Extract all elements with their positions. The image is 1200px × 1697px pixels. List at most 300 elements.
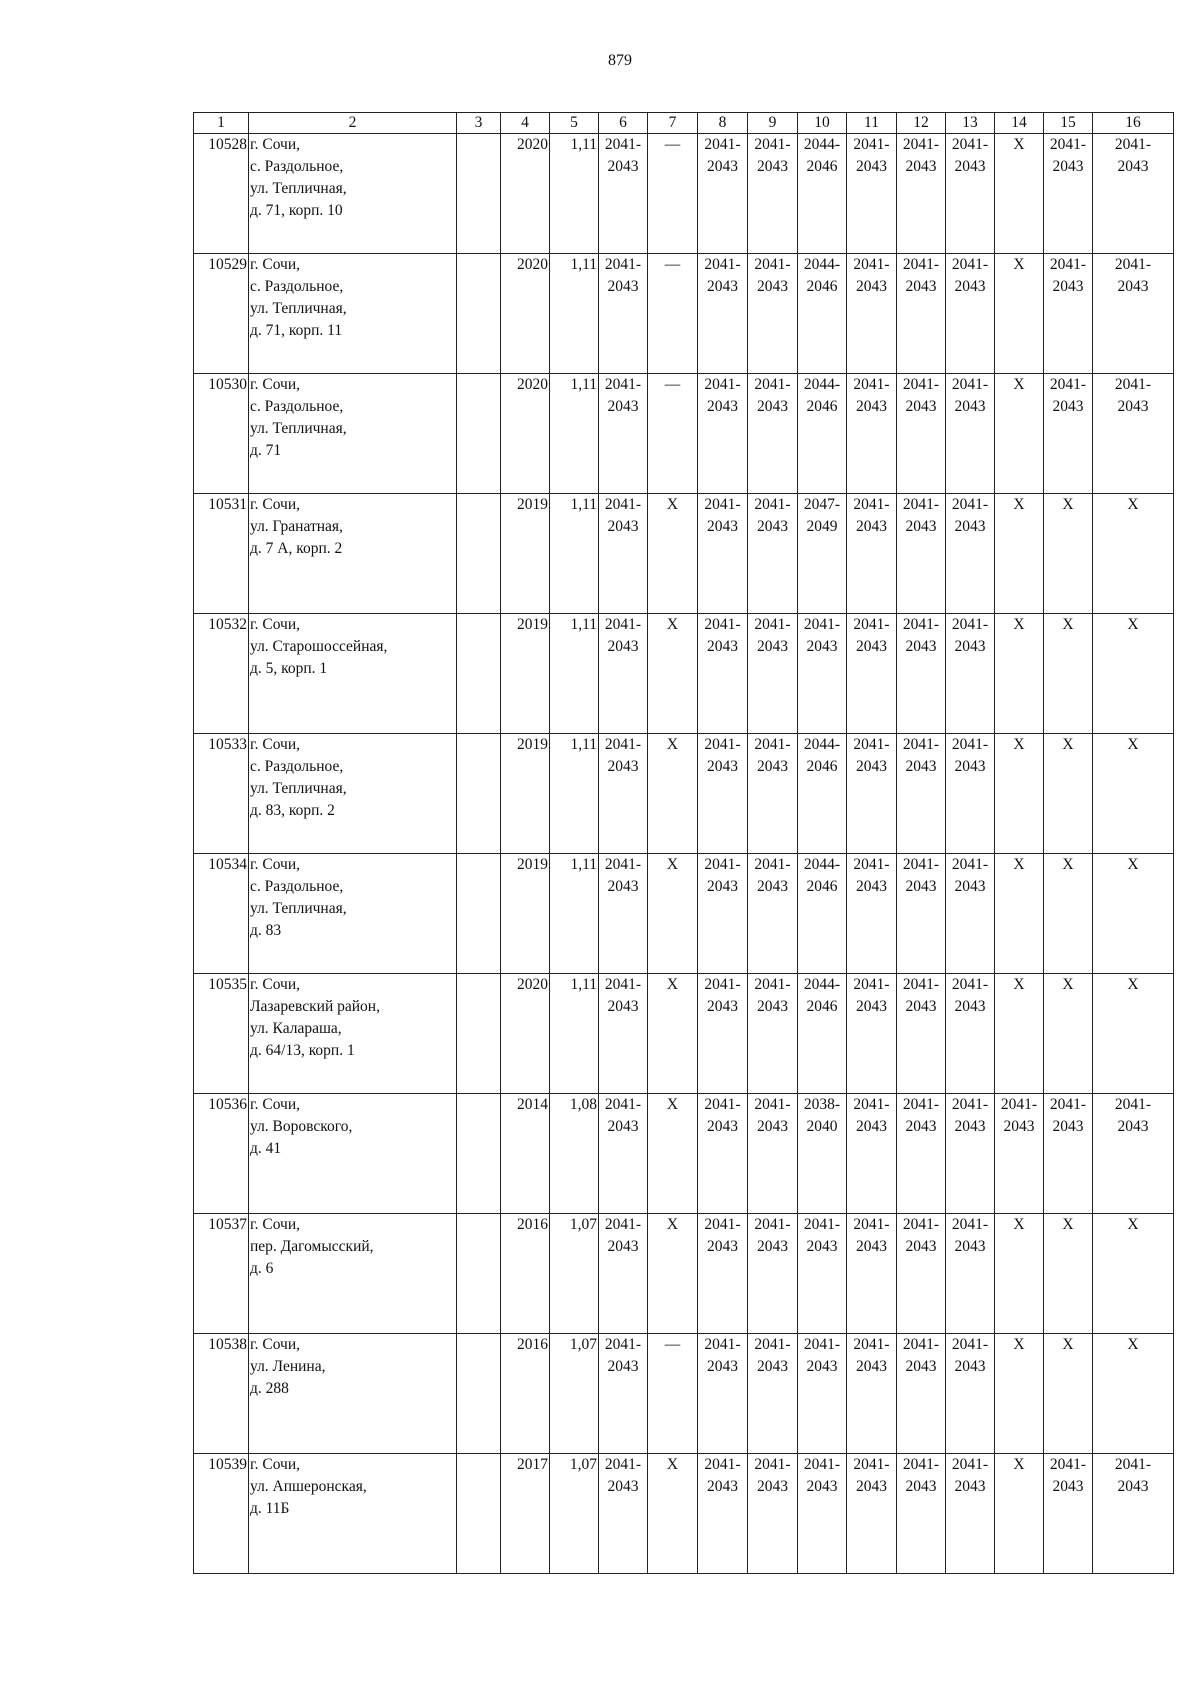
cell-c7: Х: [648, 974, 698, 1094]
address-line: д. 83: [250, 922, 282, 939]
cell-c5: 1,11: [550, 494, 599, 614]
year-range-part: 2041-: [604, 856, 642, 873]
address-line: ул. Старошоссейная,: [250, 638, 388, 655]
year-range-part: 2041-: [704, 256, 741, 273]
year-range-part: 2043: [757, 518, 788, 535]
year-range-part: 2043: [707, 998, 738, 1015]
cell-c10: [798, 1454, 847, 1574]
cell-c14: Х: [995, 1454, 1044, 1574]
year-range-part: 2041-: [704, 736, 741, 753]
year-range-part: 2041-: [1114, 1096, 1152, 1113]
cell-c8: [698, 374, 748, 494]
address-cell: [249, 134, 457, 254]
address-line: г. Сочи,: [250, 1096, 301, 1113]
record-number: 10535: [194, 974, 249, 1094]
cell-c7: Х: [648, 1454, 698, 1574]
table-row: [194, 1334, 1174, 1454]
cell-c15: [1044, 134, 1093, 254]
cell-c14: Х: [995, 1214, 1044, 1334]
year-range-part: 2043: [905, 878, 937, 895]
address-line: д. 11Б: [250, 1500, 290, 1517]
year-range-part: 2041-: [803, 1336, 841, 1353]
cell-c11: [847, 374, 897, 494]
year-range-part: 2041-: [704, 376, 741, 393]
year-range-part: 2043: [856, 878, 887, 895]
year-range-part: 2041-: [604, 736, 642, 753]
year-range-part: 2043: [954, 638, 986, 655]
year-range-part: 2044-: [803, 256, 841, 273]
table-row: [194, 494, 1174, 614]
cell-c3: [457, 854, 501, 974]
cell-c3: [457, 734, 501, 854]
column-header: 12: [897, 113, 946, 134]
year-range-part: 2043: [607, 758, 639, 775]
cell-c5: 1,07: [550, 1214, 599, 1334]
cell-c4: 2014: [501, 1094, 550, 1214]
year-range-part: 2043: [707, 758, 738, 775]
year-range-part: 2043: [607, 518, 639, 535]
address-line: ул. Ленина,: [250, 1358, 326, 1375]
cell-c6: [599, 974, 648, 1094]
column-header: 11: [847, 113, 897, 134]
address-cell: [249, 254, 457, 374]
year-range-part: 2041-: [951, 736, 989, 753]
cell-c12: [897, 1094, 946, 1214]
year-range-part: 2043: [905, 1118, 937, 1135]
column-header: 7: [648, 113, 698, 134]
year-range-part: 2043: [607, 998, 639, 1015]
year-range-part: 2041-: [1114, 136, 1152, 153]
cell-c13: [946, 1094, 995, 1214]
cell-c9: [748, 1094, 798, 1214]
cell-c11: [847, 614, 897, 734]
year-range-part: 2043: [757, 878, 788, 895]
address-cell: [249, 974, 457, 1094]
cell-c7: —: [648, 134, 698, 254]
cell-c9: [748, 134, 798, 254]
year-range-part: 2041-: [951, 1096, 989, 1113]
cell-c6: [599, 254, 648, 374]
column-header: 9: [748, 113, 798, 134]
cell-c14: Х: [995, 854, 1044, 974]
year-range-part: 2043: [856, 998, 887, 1015]
register-table: [193, 112, 1174, 1574]
cell-c7: —: [648, 374, 698, 494]
year-range-part: 2043: [905, 158, 937, 175]
year-range-part: 2041-: [1049, 256, 1087, 273]
year-range-part: 2041-: [704, 136, 741, 153]
year-range-part: 2043: [757, 1478, 788, 1495]
address-line: Лазаревский район,: [250, 998, 380, 1015]
cell-c16: [1093, 374, 1174, 494]
cell-c15: [1044, 1454, 1093, 1574]
year-range-part: 2043: [607, 1358, 639, 1375]
cell-c14: Х: [995, 254, 1044, 374]
address-line: г. Сочи,: [250, 856, 301, 873]
cell-c7: Х: [648, 494, 698, 614]
cell-c7: —: [648, 1334, 698, 1454]
cell-c11: [847, 254, 897, 374]
year-range-part: 2043: [954, 998, 986, 1015]
year-range-part: 2041-: [1000, 1096, 1038, 1113]
year-range-part: 2043: [856, 518, 887, 535]
address-line: с. Раздольное,: [250, 278, 344, 295]
address-cell: [249, 614, 457, 734]
year-range-part: 2041-: [604, 1336, 642, 1353]
year-range-part: 2041-: [803, 1456, 841, 1473]
cell-c15: [1044, 254, 1093, 374]
year-range-part: 2044-: [803, 736, 841, 753]
year-range-part: 2041-: [704, 1216, 741, 1233]
year-range-part: 2043: [757, 638, 788, 655]
year-range-part: 2043: [905, 278, 937, 295]
cell-c16: Х: [1093, 854, 1174, 974]
year-range-part: 2041-: [704, 1336, 741, 1353]
year-range-part: 2043: [954, 1358, 986, 1375]
cell-c15: [1044, 1094, 1093, 1214]
cell-c5: 1,11: [550, 254, 599, 374]
record-number: 10534: [194, 854, 249, 974]
cell-c16: Х: [1093, 614, 1174, 734]
year-range-part: 2043: [1117, 398, 1149, 415]
cell-c13: [946, 974, 995, 1094]
year-range-part: 2043: [607, 1118, 639, 1135]
year-range-part: 2043: [905, 1358, 937, 1375]
cell-c15: Х: [1044, 734, 1093, 854]
address-line: пер. Дагомысский,: [250, 1238, 374, 1255]
cell-c5: 1,07: [550, 1454, 599, 1574]
year-range-part: 2043: [757, 998, 788, 1015]
table-body: [194, 134, 1174, 1574]
year-range-part: 2047-: [803, 496, 841, 513]
year-range-part: 2041-: [902, 496, 940, 513]
address-cell: [249, 854, 457, 974]
column-header: 16: [1093, 113, 1174, 134]
year-range-part: 2041-: [902, 616, 940, 633]
cell-c12: [897, 494, 946, 614]
cell-c15: Х: [1044, 854, 1093, 974]
year-range-part: 2041-: [951, 856, 989, 873]
cell-c10: [798, 614, 847, 734]
year-range-part: 2043: [954, 398, 986, 415]
address-line: г. Сочи,: [250, 496, 301, 513]
address-line: г. Сочи,: [250, 256, 301, 273]
cell-c9: [748, 1334, 798, 1454]
year-range-part: 2043: [757, 398, 788, 415]
cell-c6: [599, 1334, 648, 1454]
year-range-part: 2041-: [704, 1456, 741, 1473]
address-line: д. 83, корп. 2: [250, 802, 335, 819]
address-line: д. 71: [250, 442, 282, 459]
cell-c11: [847, 734, 897, 854]
year-range-part: 2041-: [1049, 136, 1087, 153]
address-line: д. 71, корп. 11: [250, 322, 343, 339]
cell-c3: [457, 1214, 501, 1334]
cell-c3: [457, 1454, 501, 1574]
year-range-part: 2041-: [704, 616, 741, 633]
year-range-part: 2043: [954, 878, 986, 895]
year-range-part: 2044-: [803, 136, 841, 153]
cell-c9: [748, 614, 798, 734]
table-row: [194, 974, 1174, 1094]
year-range-part: 2043: [607, 878, 639, 895]
year-range-part: 2041-: [754, 496, 791, 513]
cell-c5: 1,08: [550, 1094, 599, 1214]
record-number: 10533: [194, 734, 249, 854]
cell-c4: 2020: [501, 134, 550, 254]
year-range-part: 2043: [607, 1478, 639, 1495]
year-range-part: 2043: [1003, 1118, 1035, 1135]
cell-c6: [599, 494, 648, 614]
cell-c12: [897, 254, 946, 374]
year-range-part: 2041-: [902, 1096, 940, 1113]
table-row: [194, 1454, 1174, 1574]
address-cell: [249, 1454, 457, 1574]
year-range-part: 2043: [806, 1238, 838, 1255]
year-range-part: 2041-: [853, 1456, 890, 1473]
year-range-part: 2041-: [604, 1216, 642, 1233]
cell-c12: [897, 974, 946, 1094]
cell-c10: [798, 1094, 847, 1214]
year-range-part: 2043: [806, 638, 838, 655]
year-range-part: 2041-: [853, 496, 890, 513]
year-range-part: 2041-: [853, 976, 890, 993]
year-range-part: 2041-: [604, 616, 642, 633]
cell-c13: [946, 1214, 995, 1334]
cell-c12: [897, 614, 946, 734]
column-header: 14: [995, 113, 1044, 134]
year-range-part: 2043: [905, 758, 937, 775]
year-range-part: 2041-: [902, 256, 940, 273]
table-row: [194, 854, 1174, 974]
cell-c16: [1093, 134, 1174, 254]
cell-c6: [599, 734, 648, 854]
year-range-part: 2043: [1117, 278, 1149, 295]
record-number: 10529: [194, 254, 249, 374]
cell-c15: Х: [1044, 494, 1093, 614]
cell-c10: [798, 254, 847, 374]
cell-c11: [847, 854, 897, 974]
address-line: с. Раздольное,: [250, 398, 344, 415]
year-range-part: 2041-: [902, 976, 940, 993]
year-range-part: 2041-: [754, 856, 791, 873]
record-number: 10530: [194, 374, 249, 494]
year-range-part: 2043: [707, 158, 738, 175]
year-range-part: 2041-: [951, 376, 989, 393]
year-range-part: 2043: [757, 278, 788, 295]
address-cell: [249, 734, 457, 854]
address-line: д. 64/13, корп. 1: [250, 1042, 355, 1059]
year-range-part: 2041-: [853, 856, 890, 873]
cell-c3: [457, 1334, 501, 1454]
year-range-part: 2041-: [704, 1096, 741, 1113]
cell-c14: Х: [995, 614, 1044, 734]
cell-c6: [599, 374, 648, 494]
year-range-part: 2043: [905, 638, 937, 655]
column-header: 8: [698, 113, 748, 134]
cell-c6: [599, 1454, 648, 1574]
cell-c16: Х: [1093, 974, 1174, 1094]
year-range-part: 2046: [806, 278, 838, 295]
year-range-part: 2041-: [704, 496, 741, 513]
cell-c7: Х: [648, 734, 698, 854]
year-range-part: 2046: [806, 758, 838, 775]
cell-c13: [946, 734, 995, 854]
year-range-part: 2041-: [604, 976, 642, 993]
year-range-part: 2043: [707, 878, 738, 895]
year-range-part: 2043: [757, 1238, 788, 1255]
cell-c6: [599, 134, 648, 254]
cell-c15: [1044, 374, 1093, 494]
cell-c12: [897, 734, 946, 854]
year-range-part: 2041-: [853, 1096, 890, 1113]
cell-c3: [457, 494, 501, 614]
year-range-part: 2041-: [604, 1456, 642, 1473]
year-range-part: 2041-: [1114, 376, 1152, 393]
cell-c11: [847, 494, 897, 614]
address-line: ул. Тепличная,: [250, 780, 347, 797]
column-header: 6: [599, 113, 648, 134]
cell-c13: [946, 854, 995, 974]
cell-c4: 2019: [501, 614, 550, 734]
cell-c16: [1093, 1454, 1174, 1574]
cell-c4: 2016: [501, 1334, 550, 1454]
year-range-part: 2041-: [853, 1216, 890, 1233]
address-line: ул. Тепличная,: [250, 420, 347, 437]
cell-c7: Х: [648, 854, 698, 974]
cell-c14: Х: [995, 1334, 1044, 1454]
year-range-part: 2041-: [951, 1336, 989, 1353]
year-range-part: 2041-: [1114, 256, 1152, 273]
year-range-part: 2041-: [803, 616, 841, 633]
cell-c8: [698, 1334, 748, 1454]
year-range-part: 2043: [1052, 1478, 1084, 1495]
address-line: ул. Тепличная,: [250, 900, 347, 917]
cell-c8: [698, 494, 748, 614]
year-range-part: 2043: [757, 758, 788, 775]
year-range-part: 2043: [954, 518, 986, 535]
year-range-part: 2041-: [1114, 1456, 1152, 1473]
table-row: [194, 1214, 1174, 1334]
year-range-part: 2043: [856, 1358, 887, 1375]
year-range-part: 2043: [707, 1358, 738, 1375]
year-range-part: 2038-: [803, 1096, 841, 1113]
cell-c9: [748, 254, 798, 374]
cell-c10: [798, 134, 847, 254]
year-range-part: 2043: [856, 158, 887, 175]
year-range-part: 2043: [607, 278, 639, 295]
year-range-part: 2041-: [754, 976, 791, 993]
year-range-part: 2041-: [853, 136, 890, 153]
cell-c13: [946, 1454, 995, 1574]
address-line: д. 6: [250, 1260, 274, 1277]
record-number: 10536: [194, 1094, 249, 1214]
cell-c8: [698, 734, 748, 854]
address-line: с. Раздольное,: [250, 758, 344, 775]
cell-c13: [946, 614, 995, 734]
year-range-part: 2041-: [853, 616, 890, 633]
cell-c12: [897, 1454, 946, 1574]
cell-c7: Х: [648, 1094, 698, 1214]
cell-c8: [698, 1214, 748, 1334]
year-range-part: 2041-: [902, 856, 940, 873]
year-range-part: 2041-: [951, 496, 989, 513]
address-line: г. Сочи,: [250, 1456, 301, 1473]
cell-c9: [748, 374, 798, 494]
address-cell: [249, 1334, 457, 1454]
year-range-part: 2046: [806, 158, 838, 175]
year-range-part: 2041-: [754, 1456, 791, 1473]
year-range-part: 2041-: [951, 1456, 989, 1473]
year-range-part: 2043: [1052, 278, 1084, 295]
address-line: д. 5, корп. 1: [250, 660, 328, 677]
year-range-part: 2043: [707, 278, 738, 295]
address-line: ул. Гранатная,: [250, 518, 343, 535]
cell-c3: [457, 374, 501, 494]
year-range-part: 2041-: [604, 496, 642, 513]
cell-c11: [847, 134, 897, 254]
year-range-part: 2041-: [754, 376, 791, 393]
cell-c4: 2020: [501, 254, 550, 374]
table-row: [194, 734, 1174, 854]
year-range-part: 2043: [1117, 158, 1149, 175]
table-row: [194, 1094, 1174, 1214]
cell-c13: [946, 254, 995, 374]
address-cell: [249, 1094, 457, 1214]
year-range-part: 2043: [757, 158, 788, 175]
address-line: г. Сочи,: [250, 736, 301, 753]
year-range-part: 2041-: [704, 976, 741, 993]
cell-c6: [599, 854, 648, 974]
cell-c3: [457, 614, 501, 734]
year-range-part: 2041-: [902, 736, 940, 753]
year-range-part: 2040: [806, 1118, 838, 1135]
year-range-part: 2043: [607, 638, 639, 655]
year-range-part: 2043: [707, 1478, 738, 1495]
year-range-part: 2041-: [951, 616, 989, 633]
year-range-part: 2043: [905, 1478, 937, 1495]
column-header: 1: [194, 113, 249, 134]
cell-c14: Х: [995, 374, 1044, 494]
cell-c10: [798, 1334, 847, 1454]
year-range-part: 2041-: [902, 136, 940, 153]
record-number: 10538: [194, 1334, 249, 1454]
cell-c4: 2020: [501, 374, 550, 494]
year-range-part: 2043: [856, 758, 887, 775]
address-line: г. Сочи,: [250, 976, 301, 993]
address-line: ул. Калараша,: [250, 1020, 342, 1037]
cell-c5: 1,11: [550, 374, 599, 494]
cell-c5: 1,11: [550, 614, 599, 734]
record-number: 10528: [194, 134, 249, 254]
address-cell: [249, 494, 457, 614]
year-range-part: 2043: [856, 638, 887, 655]
cell-c12: [897, 374, 946, 494]
cell-c15: Х: [1044, 1214, 1093, 1334]
year-range-part: 2043: [757, 1358, 788, 1375]
address-line: д. 71, корп. 10: [250, 202, 343, 219]
year-range-part: 2043: [707, 1238, 738, 1255]
year-range-part: 2043: [607, 158, 639, 175]
column-header: 13: [946, 113, 995, 134]
cell-c10: [798, 374, 847, 494]
cell-c10: [798, 494, 847, 614]
cell-c8: [698, 974, 748, 1094]
cell-c11: [847, 974, 897, 1094]
cell-c14: Х: [995, 494, 1044, 614]
year-range-part: 2043: [905, 1238, 937, 1255]
record-number: 10532: [194, 614, 249, 734]
